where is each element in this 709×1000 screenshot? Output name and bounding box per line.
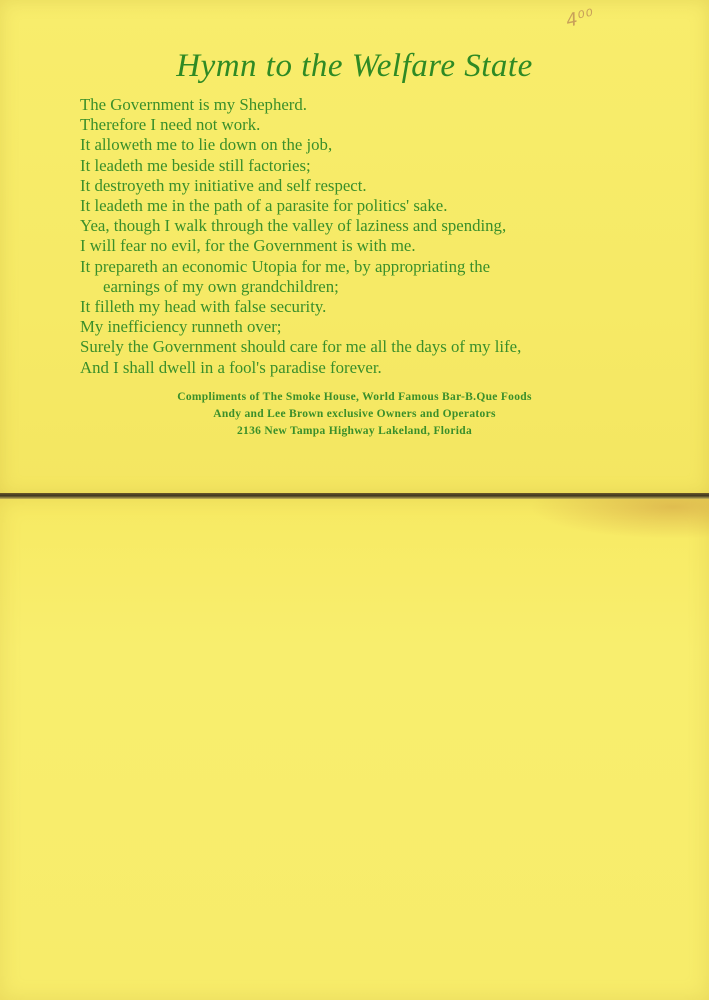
poem-line: I will fear no evil, for the Government is with me. <box>80 236 416 256</box>
credit-line-address: 2136 New Tampa Highway Lakeland, Florida <box>236 425 472 437</box>
poem-line: Yea, though I walk through the valley of laziness and spending, <box>80 216 507 236</box>
page-title: Hymn to the Welfare State <box>176 48 533 84</box>
poem-line: It destroyeth my initiative and self respect. <box>80 175 367 195</box>
poem-line: My inefficiency runneth over; <box>80 317 282 337</box>
poem-line: It filleth my head with false security. <box>80 297 327 317</box>
poem-line: The Government is my Shepherd. <box>80 95 307 114</box>
credit-line-owners: Andy and Lee Brown exclusive Owners and Operators <box>213 408 496 420</box>
credit-line-sponsor: Compliments of The Smoke House, World Famous Bar-B.Que Foods <box>177 391 532 403</box>
handwritten-price-note: 4⁰⁰ <box>564 5 597 32</box>
poem-line: It leadeth me beside still factories; <box>80 155 311 175</box>
age-stain <box>529 499 709 539</box>
poem-line: Surely the Government should care for me all the days of my life, <box>80 337 522 357</box>
credits-block <box>0 389 709 440</box>
card-blank-half <box>0 499 709 1000</box>
poem-line-continuation: earnings of my own grandchildren; <box>103 276 339 296</box>
poem-line: And I shall dwell in a fool's paradise forever. <box>80 357 382 377</box>
poem-line: It alloweth me to lie down on the job, <box>80 135 333 155</box>
poem-body <box>80 95 680 378</box>
poem-line: It leadeth me in the path of a parasite for politics' sake. <box>80 196 448 216</box>
poem-line: Therefore I need not work. <box>80 115 261 135</box>
poem-line: It prepareth an economic Utopia for me, by appropriating the <box>80 256 491 276</box>
